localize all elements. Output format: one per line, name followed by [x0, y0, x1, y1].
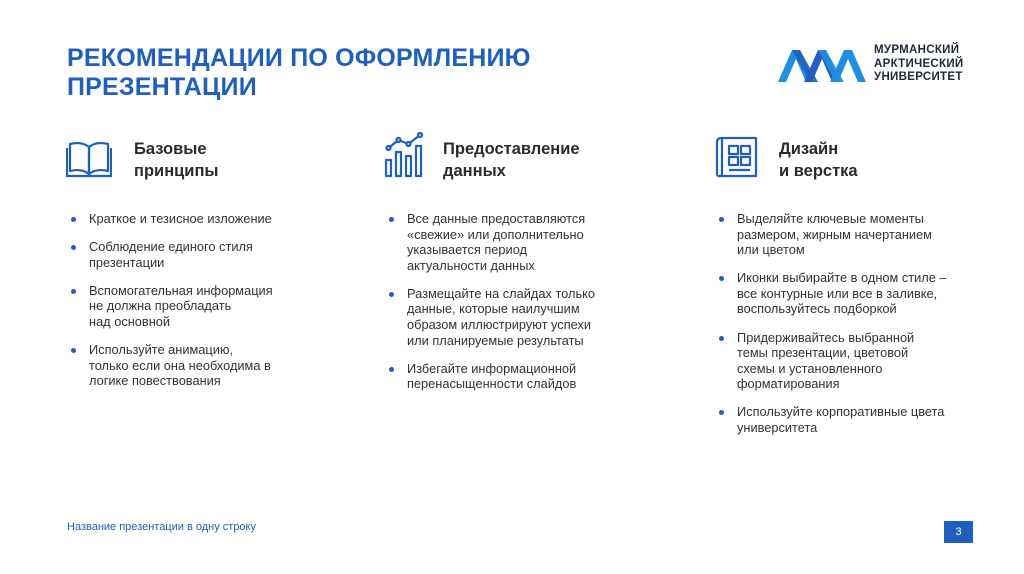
- bullet-line: Соблюдение единого стиля: [89, 239, 253, 255]
- book-icon: [66, 132, 112, 180]
- slide-title: [67, 44, 667, 102]
- bullet-line: все контурные или все в заливке,: [737, 285, 938, 301]
- bullet-line: только если она необходима в: [89, 357, 271, 373]
- bullet-line: университета: [737, 420, 818, 436]
- presentation-name: Название презентации в одну строку: [67, 521, 256, 533]
- column-title-line: Предоставление: [443, 140, 580, 158]
- column-basic-principles: [66, 128, 336, 389]
- bullet-line: Избегайте информационной: [407, 360, 577, 376]
- bullet-item: [714, 404, 994, 435]
- bullet-line: Размещайте на слайдах только: [407, 285, 596, 301]
- bullet-line: презентации: [89, 254, 165, 270]
- bullet-list: [66, 211, 336, 401]
- bullet-item: [66, 239, 336, 270]
- university-name: [874, 44, 963, 85]
- bullet-line: образом иллюстрируют успехи: [407, 317, 592, 333]
- bullet-item: [66, 283, 336, 330]
- bullet-line: актуальности данных: [407, 257, 535, 273]
- column-title-line: и верстка: [779, 162, 858, 180]
- column-title-line: данных: [443, 162, 506, 180]
- bullet-line: схемы и установленного: [737, 360, 883, 376]
- column-header: [714, 128, 994, 198]
- bullet-item: [714, 330, 994, 392]
- column-title: [134, 138, 219, 182]
- bullet-line: Краткое и тезисное изложение: [89, 211, 272, 226]
- column-title: [779, 138, 858, 182]
- bullet-item: [66, 342, 336, 389]
- bar-chart-icon: [384, 132, 430, 180]
- bullet-item: [384, 211, 664, 273]
- bullet-line: Выделяйте ключевые моменты: [737, 211, 924, 226]
- bullet-line: Придерживайтесь выбранной: [737, 329, 915, 345]
- column-header: [384, 128, 664, 198]
- bullet-line: данные, которые наилучшим: [407, 301, 580, 317]
- bullet-line: Используйте анимацию,: [89, 342, 234, 358]
- bullet-line: темы презентации, цветовой: [737, 345, 909, 361]
- bullet-line: форматирования: [737, 376, 840, 392]
- slide-title-line: РЕКОМЕНДАЦИИ ПО ОФОРМЛЕНИЮ: [67, 44, 531, 72]
- bullet-item: [384, 361, 664, 392]
- bullet-line: указывается период: [407, 242, 527, 258]
- bullet-line: Вспомогательная информация: [89, 282, 273, 298]
- column-title-line: принципы: [134, 162, 219, 180]
- layout-design-icon: [714, 132, 760, 180]
- university-logo-mark-icon: [778, 44, 868, 84]
- bullet-line: перенасыщенности слайдов: [407, 376, 577, 392]
- bullet-item: [66, 211, 336, 227]
- university-name-line: АРКТИЧЕСКИЙ: [874, 57, 964, 70]
- bullet-line: Иконки выбирайте в одном стиле –: [737, 270, 947, 286]
- university-logo: [778, 44, 988, 84]
- column-title-line: Дизайн: [779, 140, 839, 158]
- bullet-line: не должна преобладать: [89, 298, 232, 314]
- bullet-list: [714, 211, 994, 448]
- bullet-line: логике повествования: [89, 373, 221, 389]
- column-title-line: Базовые: [134, 140, 207, 158]
- bullet-item: [384, 286, 664, 348]
- slide-title-line: ПРЕЗЕНТАЦИИ: [67, 73, 257, 101]
- bullet-line: или цветом: [737, 242, 805, 258]
- bullet-line: или планируемые результаты: [407, 332, 584, 348]
- page-number-badge: 3: [944, 521, 973, 543]
- university-name-line: МУРМАНСКИЙ: [874, 44, 960, 56]
- university-name-line: УНИВЕРСИТЕТ: [874, 71, 963, 83]
- bullet-item: [714, 270, 994, 317]
- column-header: [66, 128, 336, 198]
- bullet-list: [384, 211, 664, 404]
- column-title: [443, 138, 580, 182]
- bullet-item: [714, 211, 994, 258]
- bullet-line: воспользуйтесь подборкой: [737, 301, 897, 317]
- bullet-line: Используйте корпоративные цвета: [737, 404, 945, 420]
- column-data-presentation: [384, 128, 664, 392]
- column-design-layout: [714, 128, 994, 436]
- bullet-line: Все данные предоставляются: [407, 211, 586, 226]
- bullet-line: размером, жирным начертанием: [737, 226, 932, 242]
- bullet-line: «свежие» или дополнительно: [407, 226, 584, 242]
- bullet-line: над основной: [89, 313, 171, 329]
